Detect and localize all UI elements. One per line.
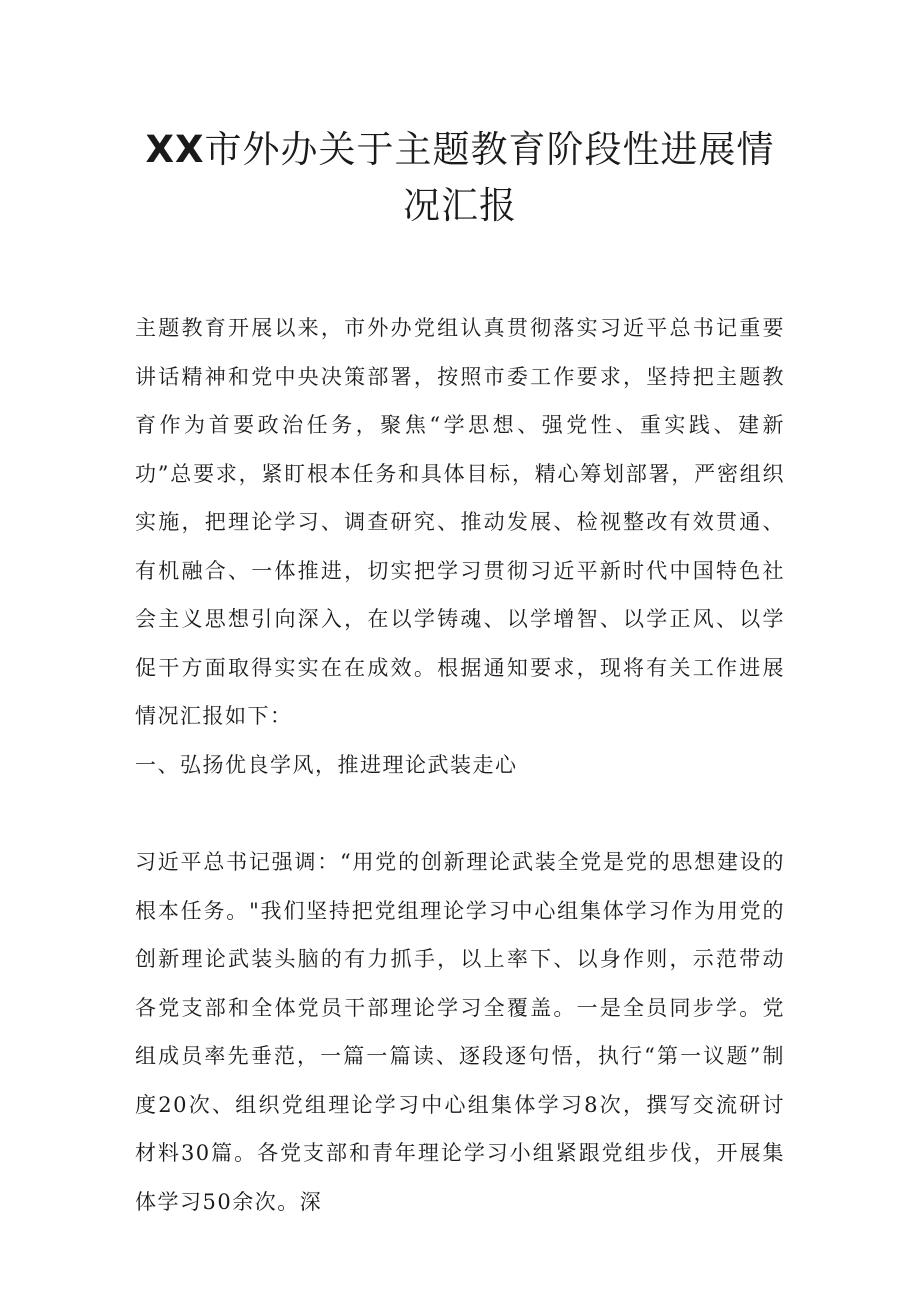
section-paragraph: 习近平总书记强调：“用党的创新理论武装全党是党的思想建设的根本任务。"我们坚持把党组理论学习中心组集体学习作为用党的创新理论武装头脑的有力抓手，以上率下、以身作则，示范带动各党支部和全体党员干部理论学习全覆盖。一是全员同步学。党组成员率先垂范，一篇一篇读、逐段逐句悟，执行“第一议题”制度20次、组织党组理论学习中心组集体学习8次，撰写交流研讨材料30篇。各党支部和青年理论学习小组紧跟党组步伐，开展集体学习50余次。深 [135,850,785,1214]
intro-paragraph: 主题教育开展以来，市外办党组认真贯彻落实习近平总书记重要讲话精神和党中央决策部署，按照市委工作要求，坚持把主题教育作为首要政治任务，聚焦“学思想、强党性、重实践、建新功”总要求，紧盯根本任务和具体目标，精心筹划部署，严密组织实施，把理论学习、调查研究、推动发展、检视整改有效贯通、有机融合、一体推进，切实把学习贯彻习近平新时代中国特色社会主义思想引向深入，在以学铸魂、以学增智、以学正风、以学促干方面取得实实在在成效。根据通知要求，现将有关工作进展情况汇报如下： [135,316,785,728]
title-main: 市外办关于主题教育阶段性进展情况汇报 [204,128,775,227]
section-heading: 一、弘扬优良学风，推进理论武装走心 [135,753,518,777]
document-title [130,122,790,234]
title-prefix: XX [145,128,205,171]
